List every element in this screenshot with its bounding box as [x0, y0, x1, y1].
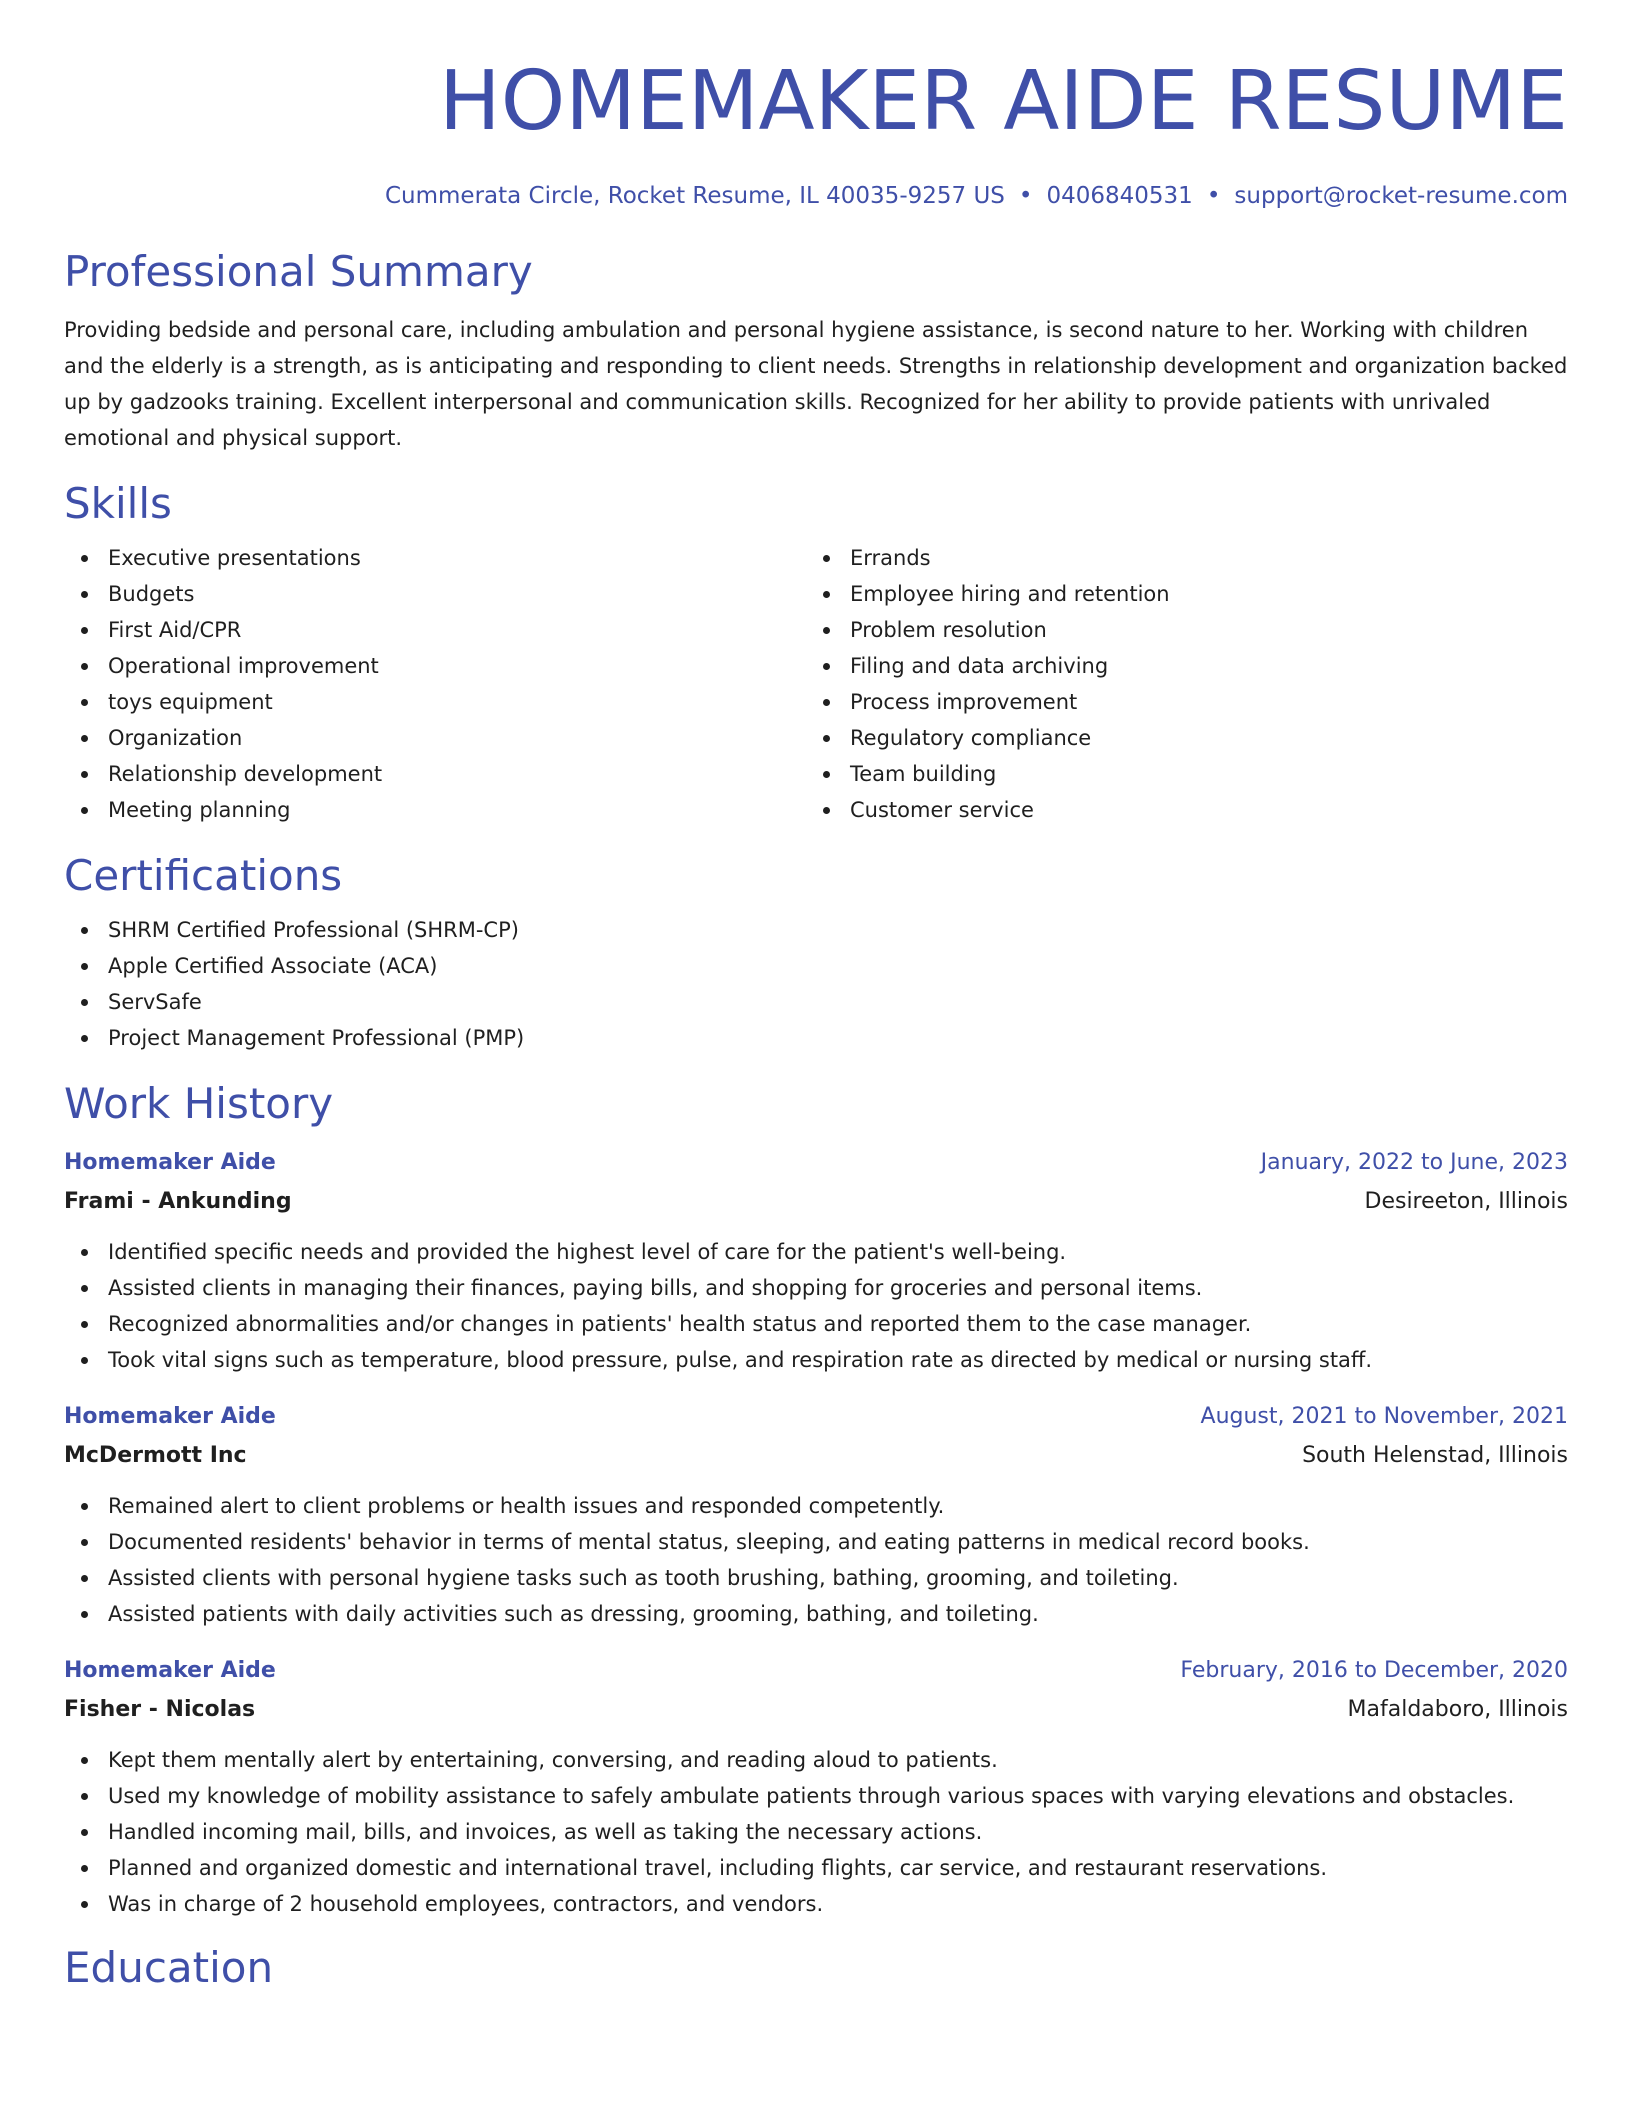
job-location: South Helenstad, Illinois [1302, 1443, 1568, 1468]
section-title-summary: Professional Summary [64, 247, 533, 296]
job-location: Mafaldaboro, Illinois [1347, 1697, 1568, 1722]
job-subheader [64, 1690, 1568, 1730]
skill-item: Filing and data archiving [806, 648, 1548, 684]
contact-line [64, 180, 1568, 212]
contact-email[interactable]: support@rocket-resume.com [1234, 183, 1568, 209]
job-duty-item: Handled incoming mail, bills, and invoices, as well as taking the necessary actions. [64, 1814, 1568, 1850]
job-duty-item: Identified specific needs and provided the highest level of care for the patient's well-being. [64, 1234, 1568, 1270]
skill-item: Employee hiring and retention [806, 576, 1548, 612]
certifications-list [64, 912, 1568, 1056]
job-entry [64, 1398, 1568, 1632]
skill-item: Team building [806, 756, 1548, 792]
summary-text: Providing bedside and personal care, including ambulation and personal hygiene assistance, is second nature to her. Working with children and the elderly is a strength, as is anticipating and responding to client needs. Strengths in relationship development and organization backed up by gadzooks training. Excellent interpersonal and communication skills. Recognized for her ability to provide patients with unrivaled emotional and physical support. [64, 318, 1568, 450]
skill-item: Problem resolution [806, 612, 1548, 648]
job-duty-item: Used my knowledge of mobility assistance to safely ambulate patients through various spaces with varying elevations and obstacles. [64, 1778, 1568, 1814]
resume-page [64, 0, 1568, 1994]
job-location: Desireeton, Illinois [1364, 1189, 1568, 1214]
job-duty-item: Documented residents' behavior in terms of mental status, sleeping, and eating patterns in medical record books. [64, 1524, 1568, 1560]
skill-item: toys equipment [64, 684, 806, 720]
skill-item: Process improvement [806, 684, 1548, 720]
skill-item: Customer service [806, 792, 1548, 828]
skill-item: Errands [806, 540, 1548, 576]
job-duty-item: Assisted patients with daily activities such as dressing, grooming, bathing, and toileting. [64, 1596, 1568, 1632]
job-duty-item: Was in charge of 2 household employees, contractors, and vendors. [64, 1886, 1568, 1922]
job-duties [64, 1488, 1568, 1632]
job-entry [64, 1144, 1568, 1378]
job-duty-item: Remained alert to client problems or health issues and responded competently. [64, 1488, 1568, 1524]
skill-item: Organization [64, 720, 806, 756]
skill-item: Executive presentations [64, 540, 806, 576]
skills-column-left [64, 540, 806, 828]
job-subheader [64, 1182, 1568, 1222]
contact-address: Cummerata Circle, Rocket Resume, IL 40035-9257 US [384, 183, 1005, 209]
job-header [64, 1652, 1568, 1690]
certification-item: Project Management Professional (PMP) [64, 1020, 1568, 1056]
certification-item: ServSafe [64, 984, 1568, 1020]
skill-item: Relationship development [64, 756, 806, 792]
skill-item: Meeting planning [64, 792, 806, 828]
contact-separator: • [1206, 183, 1221, 209]
job-header [64, 1398, 1568, 1436]
skill-item: Regulatory compliance [806, 720, 1548, 756]
job-company: Frami - Ankunding [64, 1189, 292, 1214]
job-dates: February, 2016 to December, 2020 [1180, 1658, 1568, 1683]
job-company: Fisher - Nicolas [64, 1697, 256, 1722]
job-title: Homemaker Aide [64, 1404, 276, 1429]
job-title: Homemaker Aide [64, 1150, 276, 1175]
certification-item: Apple Certified Associate (ACA) [64, 948, 1568, 984]
skills-column-right [806, 540, 1548, 828]
job-duties [64, 1234, 1568, 1378]
job-duty-item: Planned and organized domestic and international travel, including flights, car service, and restaurant reservations. [64, 1850, 1568, 1886]
job-dates: January, 2022 to June, 2023 [1260, 1150, 1568, 1175]
skill-item: First Aid/CPR [64, 612, 806, 648]
resume-title: HOMEMAKER AIDE RESUME [439, 54, 1568, 149]
job-duty-item: Kept them mentally alert by entertaining, conversing, and reading aloud to patients. [64, 1742, 1568, 1778]
job-dates: August, 2021 to November, 2021 [1200, 1404, 1568, 1429]
contact-phone: 0406840531 [1046, 183, 1193, 209]
job-header [64, 1144, 1568, 1182]
job-duty-item: Took vital signs such as temperature, blood pressure, pulse, and respiration rate as directed by medical or nursing staff. [64, 1342, 1568, 1378]
job-duties [64, 1742, 1568, 1922]
job-duty-item: Assisted clients in managing their finances, paying bills, and shopping for groceries and personal items. [64, 1270, 1568, 1306]
job-duty-item: Recognized abnormalities and/or changes in patients' health status and reported them to the case manager. [64, 1306, 1568, 1342]
skill-item: Operational improvement [64, 648, 806, 684]
job-company: McDermott Inc [64, 1443, 247, 1468]
section-title-certifications: Certifications [64, 851, 343, 900]
section-title-skills: Skills [64, 479, 172, 528]
certification-item: SHRM Certified Professional (SHRM-CP) [64, 912, 1568, 948]
skill-item: Budgets [64, 576, 806, 612]
job-entry [64, 1652, 1568, 1922]
job-duty-item: Assisted clients with personal hygiene tasks such as tooth brushing, bathing, grooming, and toileting. [64, 1560, 1568, 1596]
skills-grid [64, 540, 1568, 828]
job-title: Homemaker Aide [64, 1658, 276, 1683]
contact-separator: • [1018, 183, 1033, 209]
job-subheader [64, 1436, 1568, 1476]
section-title-work-history: Work History [64, 1079, 334, 1128]
section-title-education: Education [64, 1943, 274, 1992]
